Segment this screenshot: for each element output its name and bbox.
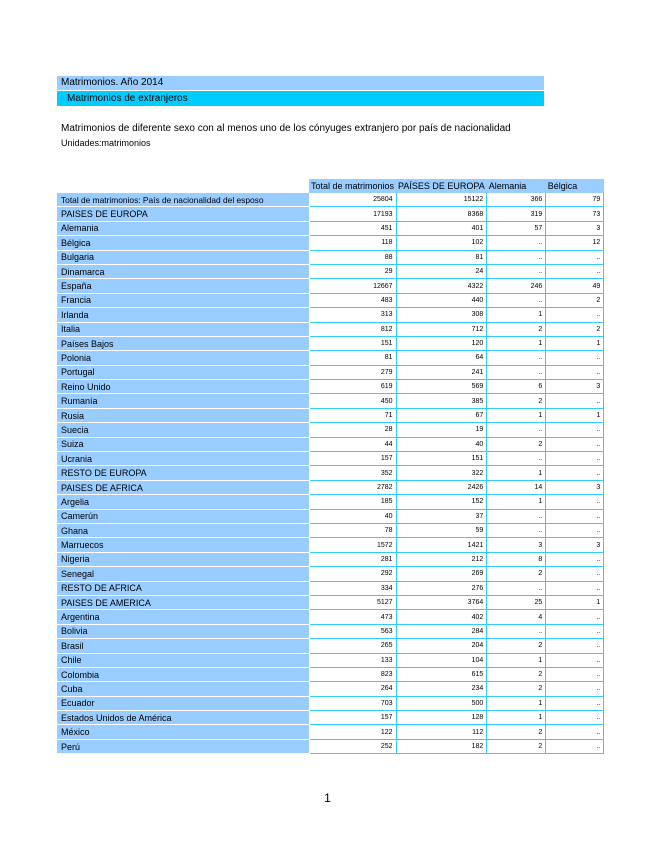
value-cell: 204 [396, 639, 487, 653]
row-label: RESTO DE EUROPA [57, 466, 309, 480]
value-cell: 241 [396, 365, 487, 379]
row-label: Argelia [57, 495, 309, 509]
row-label: RESTO DE AFRICA [57, 581, 309, 595]
table-row [57, 552, 604, 566]
table-row [57, 466, 604, 480]
value-cell: 385 [396, 394, 487, 408]
value-cell: .. [546, 552, 604, 566]
table-row [57, 264, 604, 278]
value-cell: .. [546, 423, 604, 437]
value-cell: 1 [487, 495, 546, 509]
table-row [57, 250, 604, 264]
value-cell: 151 [396, 452, 487, 466]
value-cell: 2 [487, 725, 546, 739]
row-label: Nigeria [57, 552, 309, 566]
row-label: Cuba [57, 682, 309, 696]
value-cell: .. [487, 351, 546, 365]
value-cell: .. [546, 394, 604, 408]
value-cell: 2 [487, 667, 546, 681]
table-row [57, 423, 604, 437]
value-cell: 812 [309, 322, 396, 336]
row-label: Portugal [57, 365, 309, 379]
value-cell: 151 [309, 336, 396, 350]
value-cell: 450 [309, 394, 396, 408]
value-cell: .. [487, 581, 546, 595]
page-number: 1 [324, 791, 331, 805]
value-cell: 563 [309, 624, 396, 638]
row-label: Total de matrimonios: País de nacionalidad del esposo [57, 193, 309, 207]
value-cell: 2426 [396, 480, 487, 494]
value-cell: .. [487, 236, 546, 250]
value-cell: 128 [396, 711, 487, 725]
value-cell: 57 [487, 221, 546, 235]
table-row [57, 236, 604, 250]
value-cell: 6 [487, 380, 546, 394]
table-row [57, 639, 604, 653]
value-cell: .. [546, 581, 604, 595]
value-cell: 157 [309, 711, 396, 725]
value-cell: 64 [396, 351, 487, 365]
value-cell: 8368 [396, 207, 487, 221]
table-row [57, 739, 604, 753]
header-total: Total de matrimonios [311, 181, 395, 191]
value-cell: 319 [487, 207, 546, 221]
value-cell: .. [546, 739, 604, 753]
header-paises-europa: PAÍSES DE EUROPA [398, 181, 485, 191]
value-cell: .. [487, 365, 546, 379]
value-cell: 366 [487, 193, 546, 207]
value-cell: 8 [487, 552, 546, 566]
header-belgica: Bélgica [546, 179, 604, 193]
value-cell: 3 [546, 480, 604, 494]
value-cell: .. [546, 725, 604, 739]
value-cell: .. [487, 509, 546, 523]
value-cell: 2 [546, 322, 604, 336]
value-cell: 120 [396, 336, 487, 350]
value-cell: 3 [546, 538, 604, 552]
sheet-subtitle: Matrimonios de extranjeros [57, 91, 544, 106]
value-cell: 15122 [396, 193, 487, 207]
row-label: España [57, 279, 309, 293]
value-cell: .. [546, 567, 604, 581]
value-cell: .. [487, 250, 546, 264]
value-cell: 152 [396, 495, 487, 509]
value-cell: .. [546, 653, 604, 667]
row-label: Italia [57, 322, 309, 336]
table-body [57, 193, 604, 754]
value-cell: 246 [487, 279, 546, 293]
table-row [57, 711, 604, 725]
value-cell: 73 [546, 207, 604, 221]
value-cell: 292 [309, 567, 396, 581]
value-cell: 40 [396, 437, 487, 451]
table-row [57, 394, 604, 408]
row-label: Reino Unido [57, 380, 309, 394]
value-cell: 252 [309, 739, 396, 753]
sheet-title: Matrimonios. Año 2014 [57, 76, 544, 90]
value-cell: 67 [396, 408, 487, 422]
row-label: Suiza [57, 437, 309, 451]
value-cell: 59 [396, 523, 487, 537]
value-cell: .. [546, 495, 604, 509]
header-blank [57, 179, 309, 193]
table-row [57, 408, 604, 422]
table-row [57, 322, 604, 336]
row-label: Alemania [57, 221, 309, 235]
value-cell: 440 [396, 293, 487, 307]
row-label: Chile [57, 653, 309, 667]
value-cell: 279 [309, 365, 396, 379]
value-cell: .. [546, 523, 604, 537]
value-cell: 40 [309, 509, 396, 523]
table-row [57, 667, 604, 681]
value-cell: 615 [396, 667, 487, 681]
row-label: Países Bajos [57, 336, 309, 350]
value-cell: 25 [487, 595, 546, 609]
row-label: Bélgica [57, 236, 309, 250]
value-cell: 1 [546, 595, 604, 609]
row-label: Rumanía [57, 394, 309, 408]
table-row [57, 538, 604, 552]
value-cell: 1 [487, 653, 546, 667]
table-row [57, 595, 604, 609]
table-row [57, 725, 604, 739]
value-cell: 49 [546, 279, 604, 293]
value-cell: 308 [396, 308, 487, 322]
row-label: Ghana [57, 523, 309, 537]
value-cell: 112 [396, 725, 487, 739]
value-cell: 2 [487, 567, 546, 581]
row-label: Ucrania [57, 452, 309, 466]
value-cell: 281 [309, 552, 396, 566]
value-cell: 2 [487, 437, 546, 451]
row-label: Perú [57, 739, 309, 753]
value-cell: .. [546, 452, 604, 466]
header-alemania: Alemania [487, 179, 546, 193]
table-row [57, 365, 604, 379]
table-row [57, 480, 604, 494]
value-cell: 1 [487, 408, 546, 422]
value-cell: .. [546, 711, 604, 725]
value-cell: .. [546, 610, 604, 624]
value-cell: 1 [487, 466, 546, 480]
value-cell: .. [546, 351, 604, 365]
value-cell: 29 [309, 264, 396, 278]
value-cell: 212 [396, 552, 487, 566]
table-row [57, 380, 604, 394]
value-cell: 25804 [309, 193, 396, 207]
value-cell: 28 [309, 423, 396, 437]
row-label: Dinamarca [57, 264, 309, 278]
table-row [57, 336, 604, 350]
value-cell: 1 [487, 711, 546, 725]
row-label: Francia [57, 293, 309, 307]
value-cell: 118 [309, 236, 396, 250]
value-cell: 1 [487, 336, 546, 350]
value-cell: 37 [396, 509, 487, 523]
value-cell: 3 [546, 221, 604, 235]
row-label: Argentina [57, 610, 309, 624]
value-cell: 234 [396, 682, 487, 696]
value-cell: 313 [309, 308, 396, 322]
value-cell: 1 [487, 696, 546, 710]
value-cell: 2 [546, 293, 604, 307]
value-cell: .. [487, 523, 546, 537]
value-cell: 2 [487, 639, 546, 653]
row-label: Camerún [57, 509, 309, 523]
row-label: Suecia [57, 423, 309, 437]
table-row [57, 624, 604, 638]
value-cell: 14 [487, 480, 546, 494]
value-cell: 619 [309, 380, 396, 394]
value-cell: 823 [309, 667, 396, 681]
value-cell: 79 [546, 193, 604, 207]
value-cell: 1 [546, 408, 604, 422]
value-cell: .. [487, 264, 546, 278]
value-cell: .. [546, 466, 604, 480]
value-cell: .. [546, 437, 604, 451]
table-row [57, 523, 604, 537]
value-cell: 2782 [309, 480, 396, 494]
value-cell: 2 [487, 394, 546, 408]
value-cell: .. [546, 667, 604, 681]
value-cell: .. [487, 452, 546, 466]
value-cell: 102 [396, 236, 487, 250]
value-cell: .. [487, 423, 546, 437]
value-cell: 133 [309, 653, 396, 667]
table-row [57, 193, 604, 207]
value-cell: 265 [309, 639, 396, 653]
value-cell: 5127 [309, 595, 396, 609]
value-cell: .. [546, 624, 604, 638]
value-cell: 81 [396, 250, 487, 264]
units-label: Unidades:matrimonios [61, 138, 151, 148]
row-label: PAISES DE AFRICA [57, 480, 309, 494]
value-cell: .. [546, 365, 604, 379]
table-row [57, 207, 604, 221]
value-cell: 334 [309, 581, 396, 595]
value-cell: 12 [546, 236, 604, 250]
value-cell: .. [546, 264, 604, 278]
value-cell: 322 [396, 466, 487, 480]
value-cell: 1 [546, 336, 604, 350]
value-cell: .. [546, 308, 604, 322]
value-cell: 104 [396, 653, 487, 667]
value-cell: 3 [546, 380, 604, 394]
value-cell: 483 [309, 293, 396, 307]
value-cell: .. [546, 639, 604, 653]
value-cell: .. [546, 250, 604, 264]
table-description: Matrimonios de diferente sexo con al menos uno de los cónyuges extranjero por país de nacionalidad [61, 123, 511, 134]
table-row [57, 567, 604, 581]
row-label: Marruecos [57, 538, 309, 552]
value-cell: 401 [396, 221, 487, 235]
table-row [57, 221, 604, 235]
value-cell: 71 [309, 408, 396, 422]
table-row [57, 610, 604, 624]
value-cell: 451 [309, 221, 396, 235]
table-row [57, 682, 604, 696]
table-row [57, 351, 604, 365]
row-label: PAISES DE AMERICA [57, 595, 309, 609]
value-cell: 2 [487, 322, 546, 336]
value-cell: 81 [309, 351, 396, 365]
value-cell: 24 [396, 264, 487, 278]
value-cell: 122 [309, 725, 396, 739]
value-cell: .. [546, 696, 604, 710]
row-label: México [57, 725, 309, 739]
value-cell: 2 [487, 739, 546, 753]
value-cell: 500 [396, 696, 487, 710]
value-cell: 569 [396, 380, 487, 394]
table-row [57, 279, 604, 293]
row-label: Bulgaria [57, 250, 309, 264]
marriages-table [57, 179, 604, 754]
row-label: Colombia [57, 667, 309, 681]
value-cell: .. [546, 682, 604, 696]
table-row [57, 653, 604, 667]
row-label: Polonia [57, 351, 309, 365]
value-cell: 276 [396, 581, 487, 595]
value-cell: .. [487, 624, 546, 638]
value-cell: 182 [396, 739, 487, 753]
value-cell: 44 [309, 437, 396, 451]
value-cell: .. [546, 509, 604, 523]
value-cell: 473 [309, 610, 396, 624]
value-cell: 88 [309, 250, 396, 264]
row-label: Senegal [57, 567, 309, 581]
value-cell: 4322 [396, 279, 487, 293]
value-cell: 1 [487, 308, 546, 322]
value-cell: 78 [309, 523, 396, 537]
table-row [57, 509, 604, 523]
value-cell: 703 [309, 696, 396, 710]
value-cell: 4 [487, 610, 546, 624]
value-cell: 3 [487, 538, 546, 552]
table-row [57, 581, 604, 595]
row-label: Irlanda [57, 308, 309, 322]
row-label: Rusia [57, 408, 309, 422]
row-label: PAISES DE EUROPA [57, 207, 309, 221]
row-label: Brasil [57, 639, 309, 653]
table-header-row [57, 179, 604, 193]
table-row [57, 308, 604, 322]
value-cell: 264 [309, 682, 396, 696]
value-cell: 402 [396, 610, 487, 624]
row-label: Bolivia [57, 624, 309, 638]
table-row [57, 495, 604, 509]
value-cell: 3764 [396, 595, 487, 609]
value-cell: 17193 [309, 207, 396, 221]
value-cell: 712 [396, 322, 487, 336]
value-cell: 1421 [396, 538, 487, 552]
table-row [57, 437, 604, 451]
row-label: Estados Unidos de América [57, 711, 309, 725]
value-cell: 157 [309, 452, 396, 466]
value-cell: 12667 [309, 279, 396, 293]
value-cell: 269 [396, 567, 487, 581]
table-row [57, 696, 604, 710]
row-label: Ecuador [57, 696, 309, 710]
value-cell: 1572 [309, 538, 396, 552]
table-row [57, 293, 604, 307]
value-cell: 352 [309, 466, 396, 480]
value-cell: 19 [396, 423, 487, 437]
table-row [57, 452, 604, 466]
value-cell: 2 [487, 682, 546, 696]
value-cell: .. [487, 293, 546, 307]
value-cell: 284 [396, 624, 487, 638]
value-cell: 185 [309, 495, 396, 509]
